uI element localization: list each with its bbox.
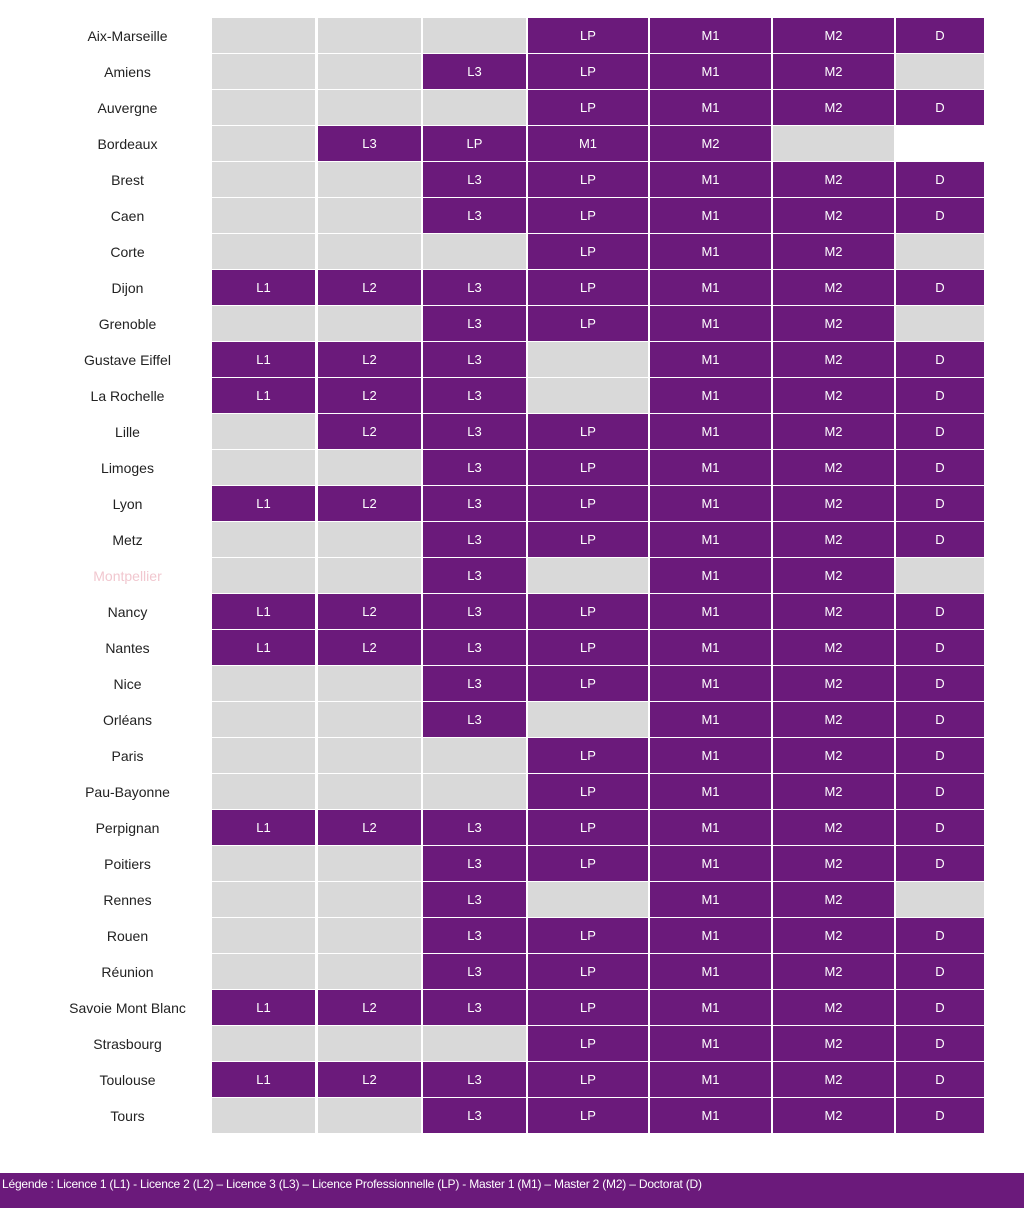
degree-cell [528, 342, 648, 377]
degree-cell [318, 18, 421, 53]
degree-cell: L3 [423, 522, 526, 557]
degree-cell: M2 [773, 522, 894, 557]
degree-cell [423, 774, 526, 809]
university-name: Metz [112, 532, 143, 548]
degree-cell: M1 [650, 774, 771, 809]
university-name: Amiens [104, 64, 151, 80]
degree-cell: L3 [423, 162, 526, 197]
degree-cell [212, 306, 315, 341]
degree-cell: L2 [318, 990, 421, 1025]
university-name: Auvergne [97, 100, 158, 116]
degree-cell: D [896, 270, 984, 305]
table-row [0, 810, 1024, 846]
university-name: Aix-Marseille [87, 28, 168, 44]
degree-cell: M2 [773, 1026, 894, 1061]
university-name: Gustave Eiffel [84, 352, 171, 368]
degree-cell: L3 [423, 306, 526, 341]
degree-cell: L3 [423, 882, 526, 917]
degree-cell: D [896, 630, 984, 665]
degree-cell: M1 [650, 414, 771, 449]
degree-cell: M2 [773, 774, 894, 809]
degree-cell: LP [528, 846, 648, 881]
degree-cell: D [896, 702, 984, 737]
degree-cell [212, 882, 315, 917]
degree-cell: LP [528, 666, 648, 701]
degree-cell: L3 [423, 54, 526, 89]
degree-cell: M1 [650, 918, 771, 953]
degree-cell: LP [528, 162, 648, 197]
university-name: Toulouse [99, 1072, 156, 1088]
degree-cell: M2 [773, 846, 894, 881]
degree-cell: L1 [212, 270, 315, 305]
degree-cell: L3 [423, 270, 526, 305]
degree-cell: D [896, 666, 984, 701]
university-name: Bordeaux [97, 136, 158, 152]
table-row [0, 666, 1024, 702]
university-name: Orléans [102, 712, 153, 728]
degree-cell [528, 558, 648, 593]
degree-cell [212, 126, 315, 161]
table-row [0, 270, 1024, 306]
degree-cell [212, 54, 315, 89]
degree-cell: L1 [212, 1062, 315, 1097]
degree-cell: M1 [650, 234, 771, 269]
table-row [0, 306, 1024, 342]
degree-cell [318, 1026, 421, 1061]
degree-cell: L1 [212, 810, 315, 845]
table-row [0, 1026, 1024, 1062]
degree-cell: M2 [773, 414, 894, 449]
table-row [0, 882, 1024, 918]
degree-cell: L2 [318, 810, 421, 845]
degree-cell: M1 [650, 486, 771, 521]
degree-cell [318, 450, 421, 485]
degree-cell: D [896, 594, 984, 629]
degree-cell [528, 882, 648, 917]
degree-cell: M1 [650, 198, 771, 233]
table-row [0, 414, 1024, 450]
table-row [0, 738, 1024, 774]
degree-cell: M1 [650, 630, 771, 665]
degree-cell: LP [528, 54, 648, 89]
degree-cell: M1 [650, 882, 771, 917]
table-row [0, 954, 1024, 990]
degree-cell [318, 954, 421, 989]
degree-cell [318, 162, 421, 197]
table-row [0, 594, 1024, 630]
table-row [0, 846, 1024, 882]
degree-cell: L1 [212, 486, 315, 521]
degree-cell [212, 846, 315, 881]
degree-cell [318, 90, 421, 125]
degree-cell [212, 450, 315, 485]
degree-cell: L3 [423, 846, 526, 881]
degree-cell: M1 [650, 450, 771, 485]
degree-cell: M1 [650, 342, 771, 377]
degree-cell: M2 [773, 378, 894, 413]
university-name: Caen [110, 208, 145, 224]
degree-cell: LP [528, 234, 648, 269]
table-row [0, 1098, 1024, 1134]
degree-cell: M2 [773, 702, 894, 737]
degree-cell: D [896, 414, 984, 449]
degree-cell: M2 [773, 810, 894, 845]
degree-cell [318, 882, 421, 917]
degree-cell: M1 [650, 306, 771, 341]
degree-cell: M2 [773, 630, 894, 665]
degree-cell [212, 702, 315, 737]
degree-cell: L3 [423, 378, 526, 413]
table-row [0, 18, 1024, 54]
university-name: Rouen [106, 928, 149, 944]
degree-cell [318, 234, 421, 269]
degree-cell: D [896, 198, 984, 233]
table-row [0, 486, 1024, 522]
degree-cell: M1 [650, 162, 771, 197]
table-row [0, 774, 1024, 810]
university-name: Pau-Bayonne [85, 784, 170, 800]
degree-cell: LP [528, 630, 648, 665]
table-row [0, 378, 1024, 414]
degree-cell: D [896, 1098, 984, 1133]
degree-cell: D [896, 846, 984, 881]
degree-cell [423, 18, 526, 53]
table-row [0, 198, 1024, 234]
degree-cell: M2 [773, 162, 894, 197]
university-name: La Rochelle [90, 388, 165, 404]
university-name: Grenoble [98, 316, 157, 332]
degree-cell: M2 [773, 270, 894, 305]
table-row [0, 126, 1024, 162]
legend-bar [0, 1173, 1024, 1208]
degree-cell: L3 [423, 450, 526, 485]
degree-cell: M2 [773, 666, 894, 701]
degree-cell: M2 [773, 990, 894, 1025]
university-name: Rennes [103, 892, 152, 908]
university-name: Savoie Mont Blanc [69, 1000, 186, 1016]
degree-cell: LP [528, 198, 648, 233]
degree-cell: D [896, 738, 984, 773]
degree-cell: M2 [773, 90, 894, 125]
degree-cell: M2 [773, 1062, 894, 1097]
degree-cell: D [896, 18, 984, 53]
degree-cell [423, 90, 526, 125]
degree-cell: M2 [773, 198, 894, 233]
degree-cell: L1 [212, 990, 315, 1025]
degree-cell: LP [423, 126, 526, 161]
degree-cell: D [896, 954, 984, 989]
university-name: Poitiers [104, 856, 151, 872]
degree-cell: M1 [650, 666, 771, 701]
degree-cell [318, 306, 421, 341]
degree-cell: LP [528, 450, 648, 485]
table-row [0, 1062, 1024, 1098]
degree-cell [773, 126, 894, 161]
degree-cell: M2 [773, 558, 894, 593]
degree-cell: LP [528, 522, 648, 557]
degree-cell [896, 558, 984, 593]
degree-cell: D [896, 522, 984, 557]
table-row [0, 54, 1024, 90]
degree-cell: D [896, 342, 984, 377]
degree-cell [896, 234, 984, 269]
degree-cell: L3 [423, 558, 526, 593]
degree-cell: M1 [650, 594, 771, 629]
degree-cell: M2 [773, 18, 894, 53]
degree-cell: LP [528, 1098, 648, 1133]
table-row [0, 630, 1024, 666]
degree-cell: L3 [423, 954, 526, 989]
degree-cell [896, 306, 984, 341]
degree-cell: M1 [650, 1098, 771, 1133]
university-name: Dijon [111, 280, 144, 296]
degree-cell: LP [528, 414, 648, 449]
degree-cell: M2 [773, 306, 894, 341]
university-name: Nancy [107, 604, 148, 620]
degree-cell: LP [528, 306, 648, 341]
degree-cell: M2 [773, 918, 894, 953]
degree-cell: M1 [650, 990, 771, 1025]
degree-cell: LP [528, 918, 648, 953]
degree-cell [212, 558, 315, 593]
degree-cell: M2 [773, 738, 894, 773]
degree-cell: LP [528, 1026, 648, 1061]
degree-cell: L2 [318, 378, 421, 413]
university-name: Tours [110, 1108, 145, 1124]
degree-cell: D [896, 486, 984, 521]
degree-cell: L3 [423, 414, 526, 449]
degree-cell: M1 [650, 90, 771, 125]
degree-cell: D [896, 774, 984, 809]
degree-cell [423, 738, 526, 773]
degree-cell: L3 [318, 126, 421, 161]
degree-cell [212, 414, 315, 449]
degree-cell [212, 90, 315, 125]
degree-cell: M2 [773, 486, 894, 521]
degree-cell: LP [528, 810, 648, 845]
degree-cell: L3 [423, 342, 526, 377]
degree-cell: D [896, 90, 984, 125]
degree-cell: D [896, 810, 984, 845]
university-name: Montpellier [93, 568, 162, 584]
degree-cell: L2 [318, 342, 421, 377]
degree-cell [212, 198, 315, 233]
degree-cell: L1 [212, 594, 315, 629]
degree-cell: L2 [318, 1062, 421, 1097]
degree-cell [896, 126, 984, 161]
table-row [0, 450, 1024, 486]
degree-cell: L1 [212, 630, 315, 665]
degree-cell: M1 [650, 558, 771, 593]
degree-cell: M2 [773, 594, 894, 629]
degree-cell: M1 [650, 54, 771, 89]
university-name: Réunion [101, 964, 154, 980]
degree-cell [318, 846, 421, 881]
degree-cell: M2 [650, 126, 771, 161]
degree-cell [212, 162, 315, 197]
degree-cell [318, 774, 421, 809]
university-name: Nantes [105, 640, 150, 656]
university-name: Limoges [101, 460, 154, 476]
university-name: Nice [113, 676, 142, 692]
degree-cell: LP [528, 738, 648, 773]
degree-cell: M1 [650, 1062, 771, 1097]
degree-cell: M1 [650, 270, 771, 305]
table-row [0, 918, 1024, 954]
degree-cell [318, 558, 421, 593]
degree-cell [212, 522, 315, 557]
degree-cell: M1 [650, 702, 771, 737]
table-row [0, 702, 1024, 738]
university-name: Brest [111, 172, 144, 188]
degree-cell: L3 [423, 630, 526, 665]
table-row [0, 234, 1024, 270]
degree-cell: L3 [423, 702, 526, 737]
degree-cell [528, 378, 648, 413]
degree-cell: M1 [650, 954, 771, 989]
degree-cell: M1 [650, 810, 771, 845]
legend-text: Légende : Licence 1 (L1) - Licence 2 (L2) – Licence 3 (L3) – Licence Professionnelle (LP) - Master 1 (M1) – Master 2 (M2) – Doctorat (D) [2, 1177, 702, 1191]
degree-cell: M1 [650, 846, 771, 881]
degree-cell: D [896, 1062, 984, 1097]
degree-cell: L1 [212, 378, 315, 413]
degree-cell: L3 [423, 198, 526, 233]
degree-cell [212, 234, 315, 269]
university-name: Perpignan [95, 820, 160, 836]
degree-cell [318, 702, 421, 737]
degree-cell [318, 738, 421, 773]
degree-cell: D [896, 918, 984, 953]
degree-cell: L3 [423, 1062, 526, 1097]
degree-cell: M2 [773, 54, 894, 89]
university-name: Lille [115, 424, 140, 440]
degree-cell: LP [528, 774, 648, 809]
degree-cell: D [896, 450, 984, 485]
degree-cell: L3 [423, 810, 526, 845]
degree-cell [423, 1026, 526, 1061]
degree-cell: L2 [318, 630, 421, 665]
degree-cell: LP [528, 18, 648, 53]
degree-cell [212, 1098, 315, 1133]
table-row [0, 558, 1024, 594]
degree-cell: M2 [773, 234, 894, 269]
degree-cell: M1 [650, 18, 771, 53]
degree-cell: LP [528, 90, 648, 125]
degree-cell: L3 [423, 594, 526, 629]
degree-cell: M2 [773, 1098, 894, 1133]
degree-cell [212, 1026, 315, 1061]
degree-cell: D [896, 162, 984, 197]
degree-cell: M2 [773, 882, 894, 917]
degree-cell: D [896, 1026, 984, 1061]
table-row [0, 522, 1024, 558]
degree-cell [528, 702, 648, 737]
degree-cell: L2 [318, 270, 421, 305]
university-name: Strasbourg [93, 1036, 162, 1052]
degree-cell [212, 666, 315, 701]
degree-cell [318, 1098, 421, 1133]
degree-cell [423, 234, 526, 269]
table-row [0, 90, 1024, 126]
degree-cell: M1 [650, 378, 771, 413]
degree-cell: LP [528, 486, 648, 521]
table-row [0, 990, 1024, 1026]
degree-cell: M2 [773, 450, 894, 485]
degree-cell: M1 [528, 126, 648, 161]
degree-cell [212, 738, 315, 773]
degree-cell: M2 [773, 342, 894, 377]
degree-cell [896, 882, 984, 917]
degree-cell [212, 954, 315, 989]
degree-cell: L2 [318, 486, 421, 521]
degree-cell: L3 [423, 1098, 526, 1133]
degree-cell [318, 666, 421, 701]
table-row [0, 342, 1024, 378]
degree-cell: L3 [423, 918, 526, 953]
degree-cell: LP [528, 954, 648, 989]
degree-cell [212, 774, 315, 809]
degree-cell [896, 54, 984, 89]
degree-cell: M1 [650, 522, 771, 557]
degree-cell: LP [528, 270, 648, 305]
university-name: Paris [111, 748, 144, 764]
degree-cell: M1 [650, 1026, 771, 1061]
degree-cell: LP [528, 990, 648, 1025]
degree-cell [318, 54, 421, 89]
degree-cell [212, 918, 315, 953]
degree-cell [318, 522, 421, 557]
degree-cell: M1 [650, 738, 771, 773]
degree-cell: M2 [773, 954, 894, 989]
university-name: Corte [110, 244, 145, 260]
degree-cell: L3 [423, 486, 526, 521]
degree-cell: D [896, 990, 984, 1025]
degree-cell [212, 18, 315, 53]
degree-cell [318, 198, 421, 233]
degree-cell [318, 918, 421, 953]
degree-cell: LP [528, 1062, 648, 1097]
degree-cell: L2 [318, 594, 421, 629]
degree-cell: L2 [318, 414, 421, 449]
degree-cell: L1 [212, 342, 315, 377]
degree-cell: L3 [423, 990, 526, 1025]
table-row [0, 162, 1024, 198]
university-name: Lyon [112, 496, 143, 512]
degree-cell: L3 [423, 666, 526, 701]
degree-cell: D [896, 378, 984, 413]
degree-cell: LP [528, 594, 648, 629]
